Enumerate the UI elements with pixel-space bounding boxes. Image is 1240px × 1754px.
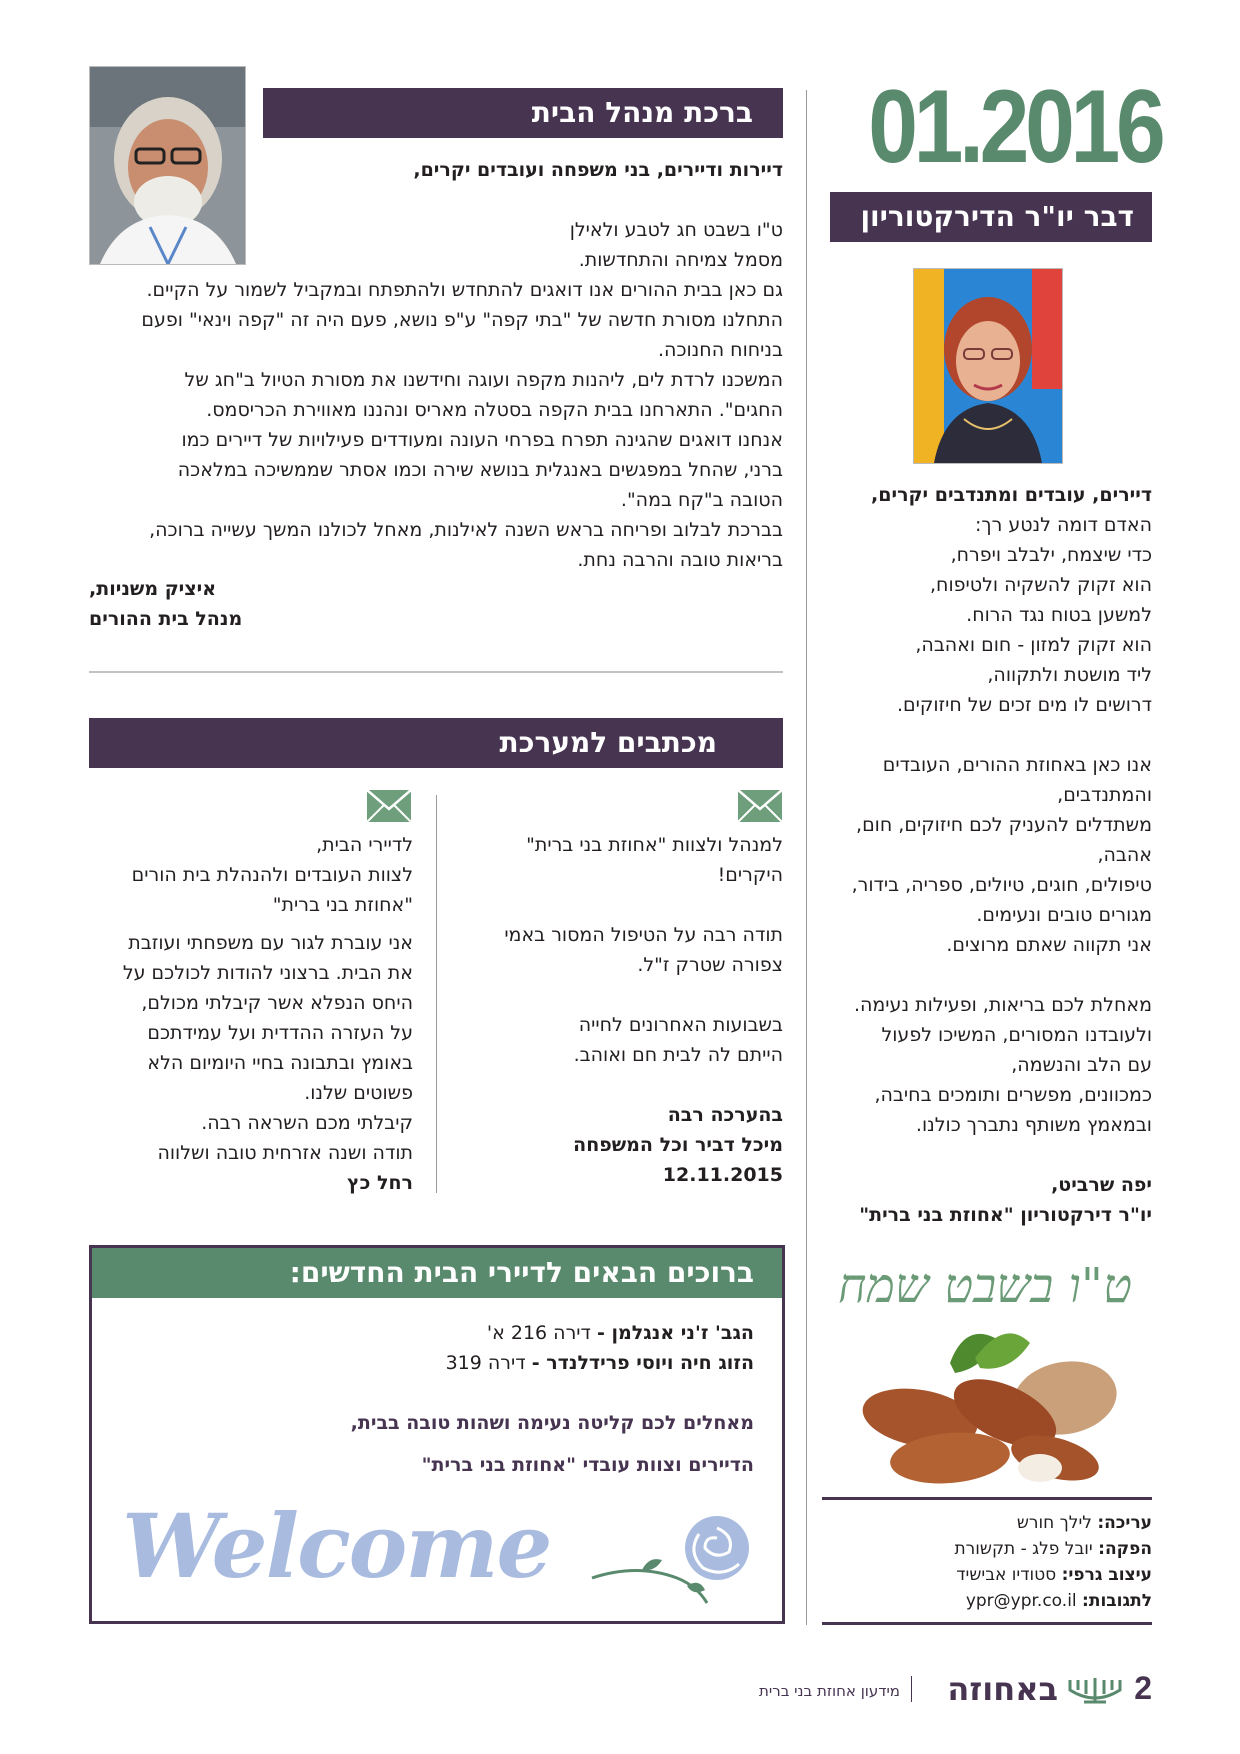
letter-2-address	[89, 830, 413, 920]
body-line: הטובה ב"קח במה".	[620, 489, 783, 511]
body-line: ט"ו בשבט חג לטבע ולאילן	[569, 219, 783, 241]
director-para2	[830, 990, 1152, 1140]
body-line: בברכת לבלוב ופריחה בראש השנה לאילנות, מאחל לכולנו המשך עשייה ברוכה,	[149, 519, 783, 541]
director-para1	[830, 750, 1152, 960]
para-line: אני תקווה שאתם מרוצים.	[946, 934, 1152, 956]
page-number: 2	[1134, 1670, 1152, 1706]
director-portrait-icon	[914, 269, 1062, 463]
footer-tagline: מידעון אחוזת בני ברית	[759, 1682, 900, 1700]
letter-line: באומץ ובתבונה בחיי היומיום הלא	[147, 1052, 413, 1074]
letter-line: 12.11.2015	[662, 1164, 783, 1186]
poem-line: דרושים לו מים זכים של חיזוקים.	[896, 694, 1152, 716]
almonds-icon	[855, 1318, 1120, 1488]
letter-line: לצוות העובדים ולהנהלת בית הורים	[131, 864, 413, 886]
welcome-from: הדיירים וצוות עובדי "אחוזת בני ברית"	[421, 1454, 754, 1476]
resident-row	[154, 1318, 754, 1348]
para-line: כמכוונים, מפשרים ותומכים בחיבה,	[874, 1084, 1152, 1106]
letter-line: בהערכה רבה	[667, 1104, 783, 1126]
credit-label: לתגובות:	[1082, 1591, 1152, 1611]
poem-line: האדם דומה לנטע רך:	[974, 514, 1152, 536]
manager-heading-bar	[263, 88, 783, 138]
letter-line: מיכל דביר וכל המשפחה	[573, 1134, 783, 1156]
letters-heading: מכתבים למערכת	[499, 726, 717, 759]
letter-2-body	[89, 928, 413, 1168]
director-photo	[913, 268, 1063, 464]
letter-line: קיבלתי מכם השראה רבה.	[201, 1112, 413, 1134]
credit-value: לילך חורש	[1016, 1513, 1092, 1533]
letter-1	[450, 830, 783, 1190]
letter-2-signature: רחל כץ	[347, 1172, 413, 1194]
welcome-box	[89, 1245, 785, 1624]
letter-1-signature	[450, 1100, 783, 1190]
footer-separator	[911, 1676, 912, 1702]
para-line: ובמאמץ משותף נתברך כולנו.	[915, 1114, 1152, 1136]
para-line: אהבה,	[1097, 844, 1152, 866]
letter-1-address	[450, 830, 783, 890]
credit-value: יובל פלג - תקשורת	[954, 1539, 1093, 1559]
body-line: אנחנו דואגים שהגינה תפרח בפרחי העונה ומעודדים פעילויות של דיירים כמו	[181, 429, 783, 451]
credit-editing	[822, 1510, 1152, 1536]
letter-line: אני עוברת לגור עם משפחתי ועוזבת	[128, 932, 413, 954]
manager-letter	[89, 155, 783, 575]
letter-line: פשוטים שלנו.	[304, 1082, 413, 1104]
manager-signature	[89, 574, 349, 634]
director-poem	[830, 510, 1152, 720]
body-line: גם כאן בבית ההורים אנו דואגים להתחדש ולהתפתח ובמקביל לשמור על הקיים.	[146, 279, 783, 301]
para-line: טיפולים, חוגים, טיולים, ספריה, בידור,	[851, 874, 1152, 896]
para-line: משתדלים להעניק לכם חיזוקים, חום,	[856, 814, 1152, 836]
letter-1-body2	[450, 1010, 783, 1070]
body-line: ברני, שהחל במפגשים באנגלית בנושא שירה וכמו אסתר שממשיכה במלאכה	[177, 459, 783, 481]
letter-line: היחס הנפלא אשר קיבלתי מכולם,	[141, 992, 413, 1014]
credit-email[interactable]: ypr@ypr.co.il	[965, 1591, 1077, 1611]
welcome-wish: מאחלים לכם קליטה נעימה ושהות טובה בבית,	[350, 1412, 754, 1434]
letter-1-body1	[450, 920, 783, 980]
signature-title: מנהל בית ההורים	[89, 608, 243, 630]
welcome-heading-bar	[92, 1248, 782, 1298]
column-divider	[806, 90, 807, 1625]
resident-row	[154, 1348, 754, 1378]
manager-greeting: דיירות ודיירים, בני משפחה ועובדים יקרים,	[413, 159, 783, 181]
director-heading: דבר יו"ר הדירקטוריון	[860, 200, 1134, 233]
welcome-residents	[154, 1318, 754, 1378]
credit-label: הפקה:	[1098, 1539, 1152, 1559]
letter-line: בשבועות האחרונים לחייה	[578, 1014, 783, 1036]
menorah-icon	[1066, 1676, 1124, 1704]
para-line: ולעובדנו המסורים, המשיכו לפעול	[881, 1024, 1152, 1046]
letters-divider	[436, 795, 437, 1193]
credit-value: סטודיו אבישיד	[956, 1565, 1057, 1585]
poem-line: למשען בטוח נגד הרוח.	[966, 604, 1152, 626]
director-heading-bar	[830, 192, 1152, 242]
issue-date: 01.2016	[868, 69, 1162, 185]
resident-apt: דירה 216 א'	[486, 1322, 591, 1344]
director-letter	[830, 480, 1152, 1230]
letter-line: היקרים!	[717, 864, 783, 886]
section-divider	[89, 671, 783, 673]
body-line: מסמל צמיחה והתחדשות.	[578, 249, 783, 271]
signature-title: יו"ר דירקטוריון "אחוזת בני ברית"	[859, 1204, 1152, 1226]
rose-icon	[587, 1508, 762, 1608]
manager-heading: ברכת מנהל הבית	[531, 96, 753, 129]
letters-heading-bar	[89, 718, 783, 768]
letter-line: לדיירי הבית,	[316, 834, 413, 856]
manager-body	[89, 215, 783, 575]
letter-line: למנהל ולצוות "אחוזת בני ברית"	[526, 834, 783, 856]
resident-apt: דירה 319	[445, 1352, 526, 1374]
credit-contact	[822, 1588, 1152, 1614]
para-line: מגורים טובים ונעימים.	[976, 904, 1152, 926]
envelope-icon	[366, 789, 412, 823]
resident-name: הזוג חיה ויוסי פרידלנדר -	[531, 1352, 754, 1374]
body-line: החגים". התארחנו בבית הקפה בסטלה מאריס ונהננו מאווירת הכריסמס.	[206, 399, 783, 421]
poem-line: הוא זקוק להשקיה ולטיפוח,	[930, 574, 1152, 596]
body-line: בניחוח החנוכה.	[658, 339, 783, 361]
credits	[822, 1510, 1152, 1614]
letter-line: תודה רבה על הטיפול המסור באמי	[504, 924, 783, 946]
welcome-word: Welcome	[122, 1494, 551, 1598]
credits-top-rule	[822, 1497, 1152, 1500]
director-greeting: דיירים, עובדים ומתנדבים יקרים,	[871, 484, 1152, 506]
poem-line: כדי שיצמח, ילבלב ויפרח,	[950, 544, 1152, 566]
letter-line: הייתם לה לבית חם ואוהב.	[573, 1044, 783, 1066]
para-line: אנו כאן באחוזת ההורים, העובדים	[882, 754, 1152, 776]
body-line: התחלנו מסורת חדשה של "בתי קפה" ע"פ נושא, פעם היה זה "קפה וינאי" ופעם	[141, 309, 783, 331]
credit-label: עריכה:	[1097, 1513, 1152, 1533]
para-line: והמתנדבים,	[1057, 784, 1152, 806]
para-line: עם הלב והנשמה,	[1011, 1054, 1152, 1076]
brand-name: באחוזה	[947, 1670, 1058, 1708]
footer	[592, 1670, 1152, 1710]
holiday-greeting: ט"ו בשבט שמח	[838, 1258, 1132, 1314]
poem-line: ליד מושטת ולתקווה,	[987, 664, 1152, 686]
credit-production	[822, 1536, 1152, 1562]
envelope-icon	[737, 789, 783, 823]
credit-label: עיצוב גרפי:	[1061, 1565, 1152, 1585]
body-line: בריאות טובה והרבה נחת.	[577, 549, 783, 571]
letter-2	[89, 830, 413, 1198]
letter-line: תודה ושנה אזרחית טובה ושלווה	[157, 1142, 413, 1164]
signature-name: יפה שרביט,	[1051, 1174, 1152, 1196]
para-line: מאחלת לכם בריאות, ופעילות נעימה.	[853, 994, 1152, 1016]
director-signature	[830, 1170, 1152, 1230]
poem-line: הוא זקוק למזון - חום ואהבה,	[915, 634, 1152, 656]
credit-design	[822, 1562, 1152, 1588]
credits-bottom-rule	[822, 1622, 1152, 1625]
resident-name: הגב' ז'ני אנגלמן -	[596, 1322, 754, 1344]
letter-line: את הבית. ברצוני להודות לכולכם על	[122, 962, 413, 984]
body-line: המשכנו לרדת לים, ליהנות מקפה ועוגה וחידשנו את מסורת הטיול ב"חג של	[184, 369, 783, 391]
letter-line: על העזרה ההדדית ועל עמידתכם	[147, 1022, 413, 1044]
letter-line: צפורה שטרק ז"ל.	[637, 954, 783, 976]
welcome-heading: ברוכים הבאים לדיירי הבית החדשים:	[289, 1256, 754, 1289]
signature-name: איציק משניות,	[89, 578, 217, 600]
letter-line: "אחוזת בני ברית"	[272, 894, 413, 916]
